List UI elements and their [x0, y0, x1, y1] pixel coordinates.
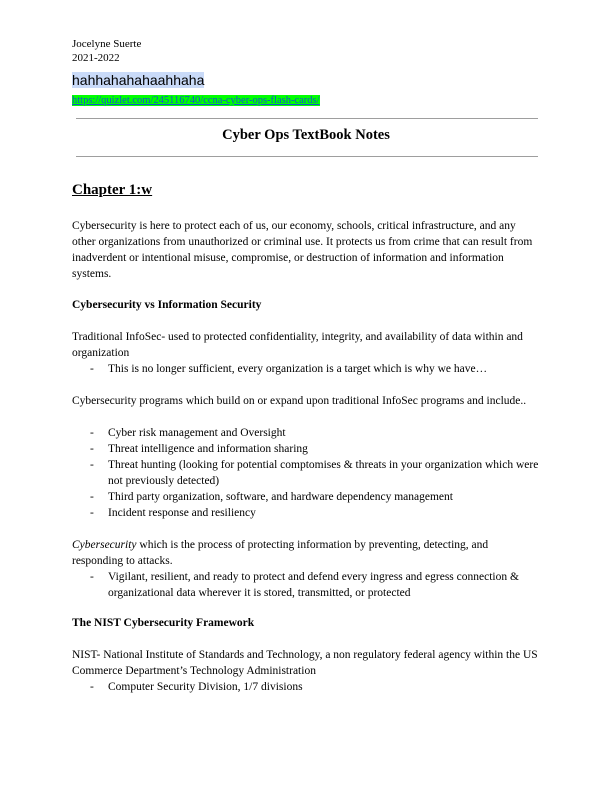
definition-term: Cybersecurity: [72, 539, 137, 551]
bullet-dash: -: [90, 427, 94, 439]
list-item-text: Vigilant, resilient, and ready to protect and defend every ingress and egress connection & organizational data wherever it is stored, transmitted, or protected: [108, 571, 519, 599]
bullet-dash: -: [90, 443, 94, 455]
list-item-text: Threat hunting (looking for potential comptomises & threats in your organization which were not previously detected): [108, 459, 539, 487]
list-item-text: Threat intelligence and information sharing: [108, 443, 308, 455]
page-title: Cyber Ops TextBook Notes: [222, 127, 390, 143]
highlighted-text: hahhahahahaahhaha: [72, 72, 205, 88]
list-item-text: Third party organization, software, and hardware dependency management: [108, 491, 453, 503]
quizlet-link[interactable]: https://quizlet.com/245116740/ccna-cyber-ops-flash-cards/: [72, 95, 320, 106]
list-item-text: This is no longer sufficient, every organization is a target which is why we have…: [108, 363, 488, 375]
nist-paragraph: NIST- National Institute of Standards and Technology, a non regulatory federal agency within the US Commerce Department’s Technology Administration: [72, 649, 538, 677]
traditional-infosec-paragraph: Traditional InfoSec- used to protected confidentiality, integrity, and availability of data within and organization: [72, 331, 523, 359]
highlighted-text-line: [72, 72, 204, 89]
bullet-dash: -: [90, 363, 94, 375]
bullet-dash: -: [90, 681, 94, 693]
cybersecurity-definition: [72, 537, 542, 569]
school-year: 2021-2022: [72, 52, 120, 64]
bullet-dash: -: [90, 491, 94, 503]
title-bottom-rule: [76, 156, 538, 157]
quizlet-link-line: [72, 92, 320, 107]
section-heading-nist: The NIST Cybersecurity Framework: [72, 617, 255, 629]
title-top-rule: [76, 118, 538, 119]
definition-text: which is the process of protecting information by preventing, detecting, and responding to attacks.: [72, 539, 489, 567]
chapter-heading: Chapter 1:w: [72, 182, 153, 198]
programs-paragraph: Cybersecurity programs which build on or expand upon traditional InfoSec programs and include..: [72, 395, 527, 407]
author-name: Jocelyne Suerte: [72, 38, 142, 50]
list-item-text: Cyber risk management and Oversight: [108, 427, 286, 439]
list-item-text: Incident response and resiliency: [108, 507, 256, 519]
bullet-dash: -: [90, 571, 94, 583]
intro-paragraph: Cybersecurity is here to protect each of us, our economy, schools, critical infrastructure, and any other organizations from unauthorized or criminal use. It protects us from crime that can result from inadverdent or intentional misuse, compromise, or destruction of information and information systems.: [72, 220, 533, 280]
list-item-text: Computer Security Division, 1/7 divisions: [108, 681, 303, 693]
section-heading-cyber-vs-infosec: Cybersecurity vs Information Security: [72, 299, 262, 311]
bullet-dash: -: [90, 507, 94, 519]
bullet-dash: -: [90, 459, 94, 471]
